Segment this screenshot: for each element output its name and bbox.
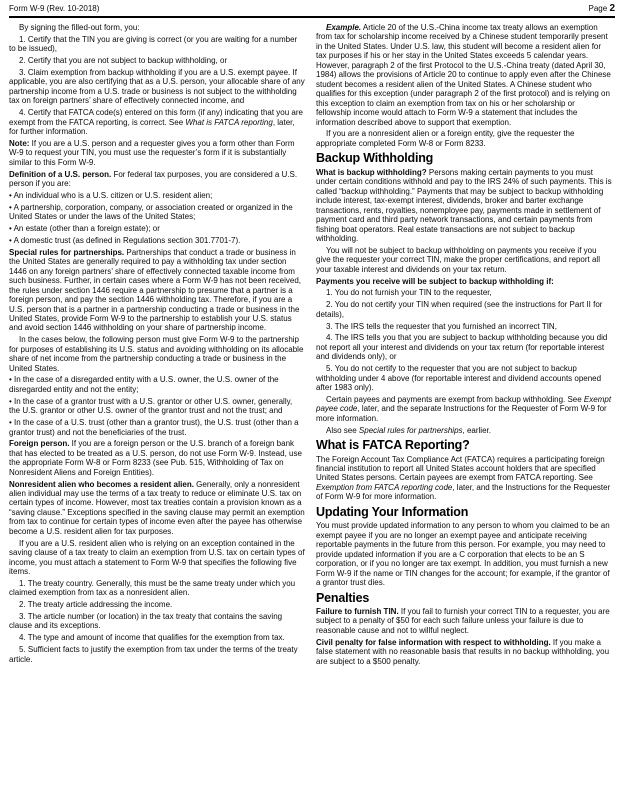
paragraph [316,426,612,435]
text-run: , later, and the separate Instructions for the Requester of Form W-9 for more information. [316,404,607,423]
left-column [9,23,305,669]
text-run: If you are a U.S. resident alien who is relying on an exception contained in the saving clause of a tax treaty to claim an exemption from U.S. tax on certain types of income, you must attach a statement to Form W-9 that specifies the following five items. [9,538,305,577]
text-run: In the cases below, the following person must give Form W-9 to the partnership for purposes of establishing its U.S. status and avoiding withholding on its allocable share of net income from the partnership conducting a trade or business in the United States. [9,335,304,373]
paragraph [316,521,612,587]
paragraph [316,246,612,274]
text-run: 4. The type and amount of income that qualifies for the exemption from tax. [19,633,285,643]
bullet-paragraph [9,375,305,394]
paragraph [9,68,305,106]
text-run: 5. Sufficient facts to justify the exemption from tax under the terms of the treaty article. [9,645,298,664]
text-run: What is FATCA Reporting? [316,438,470,453]
bullet-paragraph [9,191,305,200]
bold-text: Special rules for partnerships. [9,247,125,257]
paragraph [9,612,305,631]
bold-text: Foreign person. [9,439,70,449]
text-run: You must provide updated information to any person to whom you claimed to be an exempt payee if you are no longer an exempt payee and anticipate receiving reportable payments in the future from this person. For example, you may need to provide updated information if you are a C corporation that elects to be an S corporation, or if you no longer are tax exempt. In addition, you must furnish a new Form W-9 if the name or TIN changes for the account; for example, if the grantor of a grantor trust dies. [316,521,610,588]
bullet-paragraph [9,397,305,416]
text-run: By signing the filled-out form, you: [19,23,140,32]
text-run: Article 20 of the U.S.-China income tax treaty allows an exemption from tax for scholarship income received by a Chinese student temporarily present in the United States. Under U.S. law, this student will become a resident alien for tax purposes if his or her stay in the United States exceeds 5 calendar years. However, paragraph 2 of the first Protocol to the U.S.-China treaty (dated April 30, 1984) allows the provisions of Article 20 to continue to apply even after the Chinese student becomes a resident alien of the United States. A Chinese student who qualifies for this exception (under paragraph 2 of the first protocol) and is relying on this exception to claim an exemption from tax on his or her scholarship or fellowship income would attach to Form W-9 a statement that includes the information described above to support that exemption. [316,23,611,127]
text-run: 3. The IRS tells the requester that you furnished an incorrect TIN, [326,321,557,331]
text-run: 2. Certify that you are not subject to backup withholding, or [19,56,228,66]
paragraph [316,23,612,127]
section-heading [316,151,612,165]
text-run: Updating Your Information [316,504,469,519]
text-run: If you are a U.S. person and a requester gives you a form other than Form W-9 to request your TIN, you must use the requester’s form if it is substantially similar to this Form W-9. [9,138,295,167]
paragraph [316,333,612,361]
text-run: 3. Claim exemption from backup withholding if you are a U.S. exempt payee. If applicable, you are also certifying that as a U.S. person, your allocable share of any partnership income from a U.S. trade or business is not subject to the withholding tax on foreign partners’ share of effectively connected income, and [9,67,305,106]
bold-text: What is backup withholding? [316,167,427,177]
paragraph [316,395,612,423]
paragraph [9,439,305,477]
text-run: Backup Withholding [316,151,434,166]
text-run: If you fail to furnish your correct TIN to a requester, you are subject to a penalty of $50 for each such failure unless your failure is due to reasonable cause and not to willful neglect. [316,607,610,635]
page-label: Page [588,4,608,13]
bold-text: Definition of a U.S. person. [9,169,112,179]
text-run: The Foreign Account Tax Compliance Act (FATCA) requires a participating foreign financial institution to report all United States account holders that are specified United States persons. Certain payees are exempt from FATCA reporting. See [316,454,605,483]
page-header [9,4,615,18]
text-run: , later, and the Instructions for the Requester of Form W-9 for more information. [316,482,611,502]
paragraph [9,56,305,65]
text-run: Persons making certain payments to you must under certain conditions withhold and pay to the IRS 24% of such payments. This is called “backup withholding.” Payments that may be subject to backup withholding include interest, tax-exempt interest, dividends, broker and barter exchange transactions, rents, royalties, nonemployee pay, payments made in settlement of payment card and third party network transactions, and certain payments from fishing boat operators. Real estate transactions are not subject to backup withholding. [316,167,612,243]
page-number: 2 [609,3,615,14]
paragraph [316,364,612,392]
bold-text: Payments you receive will be subject to backup withholding if: [316,276,554,286]
text-run: Generally, only a nonresident alien individual may use the terms of a tax treaty to reduce or eliminate U.S. tax on certain types of income. However, most tax treaties contain a provision known as a “saving clause.” Exceptions specified in the saving clause may permit an exemption from tax to continue for certain types of income even after the payee has otherwise become a U.S. resident alien for tax purposes. [9,479,305,536]
italic-text: Special rules for partnerships [358,425,463,435]
text-run: • In the case of a grantor trust with a U.S. grantor or other U.S. owner, generally, the U.S. grantor or other U.S. owner of the grantor trust and not the trust; and [9,396,293,416]
paragraph [9,579,305,598]
paragraph [9,539,305,577]
text-run: Penalties [316,590,370,605]
italic-text: Exemption from FATCA reporting code [316,482,453,492]
italic-text: Exempt payee code [316,394,612,414]
text-run: If you make a false statement with no reasonable basis that results in no backup withholding, you are subject to a $500 penalty. [316,637,610,666]
text-run: 3. The article number (or location) in the tax treaty that contains the saving clause and its exceptions. [9,612,283,631]
text-run: • A partnership, corporation, company, or association created or organized in the United States or under the laws of the United States; [9,202,293,222]
paragraph [9,35,305,54]
paragraph [9,600,305,609]
bullet-paragraph [9,224,305,233]
text-run: • An estate (other than a foreign estate); or [9,224,160,234]
paragraph [9,23,305,32]
form-revision-title: Form W-9 (Rev. 10-2018) [9,4,100,13]
paragraph [316,638,612,666]
page-indicator [589,4,615,14]
text-run: , later, for further information. [9,117,295,137]
text-run: You will not be subject to backup withholding on payments you receive if you give the requester your correct TIN, make the proper certifications, and report all your taxable interest and dividends on your tax return. [316,245,600,274]
paragraph [9,335,305,373]
bold-text: Failure to furnish TIN. [316,607,399,617]
paragraph [9,480,305,537]
text-run: • In the case of a U.S. trust (other than a grantor trust), the U.S. trust (other than a grantor trust) and not the beneficiaries of the trust. [9,418,299,437]
text-run: Partnerships that conduct a trade or business in the United States are generally required to pay a withholding tax under section 1446 on any foreign partners’ share of effectively connected taxable income from such business. Further, in certain cases where a Form W-9 has not been received, the rules under section 1446 require a partnership to presume that a partner is a foreign person, and pay the section 1446 withholding tax. Therefore, if you are a U.S. person that is a partner in a partnership conducting a trade or business in the United States, provide Form W-9 to the partnership to establish your U.S. status and avoid section 1446 withholding on your share of partnership income. [9,247,301,333]
bold-italic-text: Example. [326,23,362,32]
right-column [316,23,612,669]
text-run: • A domestic trust (as defined in Regulations section 301.7701-7). [9,235,241,245]
paragraph [316,277,612,286]
text-run: 1. You do not furnish your TIN to the requester, [326,288,492,298]
bullet-paragraph [9,236,305,245]
bold-text: Nonresident alien who becomes a resident alien. [9,479,194,489]
italic-text: What is FATCA reporting [185,117,273,127]
text-run: 4. Certify that FATCA code(s) entered on this form (if any) indicating that you are exempt from the FATCA reporting, is correct. See [9,108,303,127]
paragraph [316,300,612,319]
text-run: , earlier. [462,425,491,435]
paragraph [9,139,305,167]
text-run: Also see [326,425,359,435]
paragraph [316,288,612,297]
text-run: • In the case of a disregarded entity with a U.S. owner, the U.S. owner of the disregarded entity and not the entity; [9,375,279,394]
text-run: 1. Certify that the TIN you are giving is correct (or you are waiting for a number to be issued), [9,34,298,54]
text-run: 1. The treaty country. Generally, this must be the same treaty under which you claimed exemption from tax as a nonresident alien. [9,578,296,598]
bold-text: Note: [9,138,30,148]
text-run: Certain payees and payments are exempt from backup withholding. See [326,394,584,404]
paragraph [9,633,305,642]
text-run: 2. The treaty article addressing the income. [19,600,173,610]
section-heading [316,505,612,519]
section-heading [316,591,612,605]
text-run: If you are a foreign person or the U.S. branch of a foreign bank that has elected to be treated as a U.S. person, do not use Form W-9. Instead, use the appropriate Form W-8 or Form 8233 (see Pub. 515, Withholding of Tax on Nonresident Aliens and Foreign Entities). [9,439,302,477]
paragraph [316,129,612,148]
text-run: For federal tax purposes, you are considered a U.S. person if you are: [9,169,298,189]
bold-text: Civil penalty for false information with respect to withholding. [316,637,551,647]
paragraph [316,455,612,502]
paragraph [316,168,612,244]
bullet-paragraph [9,418,305,437]
text-run: If you are a nonresident alien or a foreign entity, give the requester the appropriate completed Form W-8 or Form 8233. [316,129,575,148]
text-run: 5. You do not certify to the requester that you are not subject to backup withholding under 4 above (for reportable interest and dividend accounts opened after 1983 only). [316,364,602,393]
paragraph [316,607,612,635]
paragraph [9,645,305,664]
text-run: • An individual who is a U.S. citizen or U.S. resident alien; [9,190,213,200]
text-run: 2. You do not certify your TIN when required (see the instructions for Part II for details), [316,300,603,319]
paragraph [9,108,305,136]
paragraph [9,170,305,189]
section-heading [316,438,612,452]
two-column-body [9,23,615,669]
paragraph [316,322,612,331]
paragraph [9,248,305,333]
bullet-paragraph [9,203,305,222]
text-run: 4. The IRS tells you that you are subject to backup withholding because you did not report all your interest and dividends on your tax return (for reportable interest and dividends only), or [316,333,608,362]
